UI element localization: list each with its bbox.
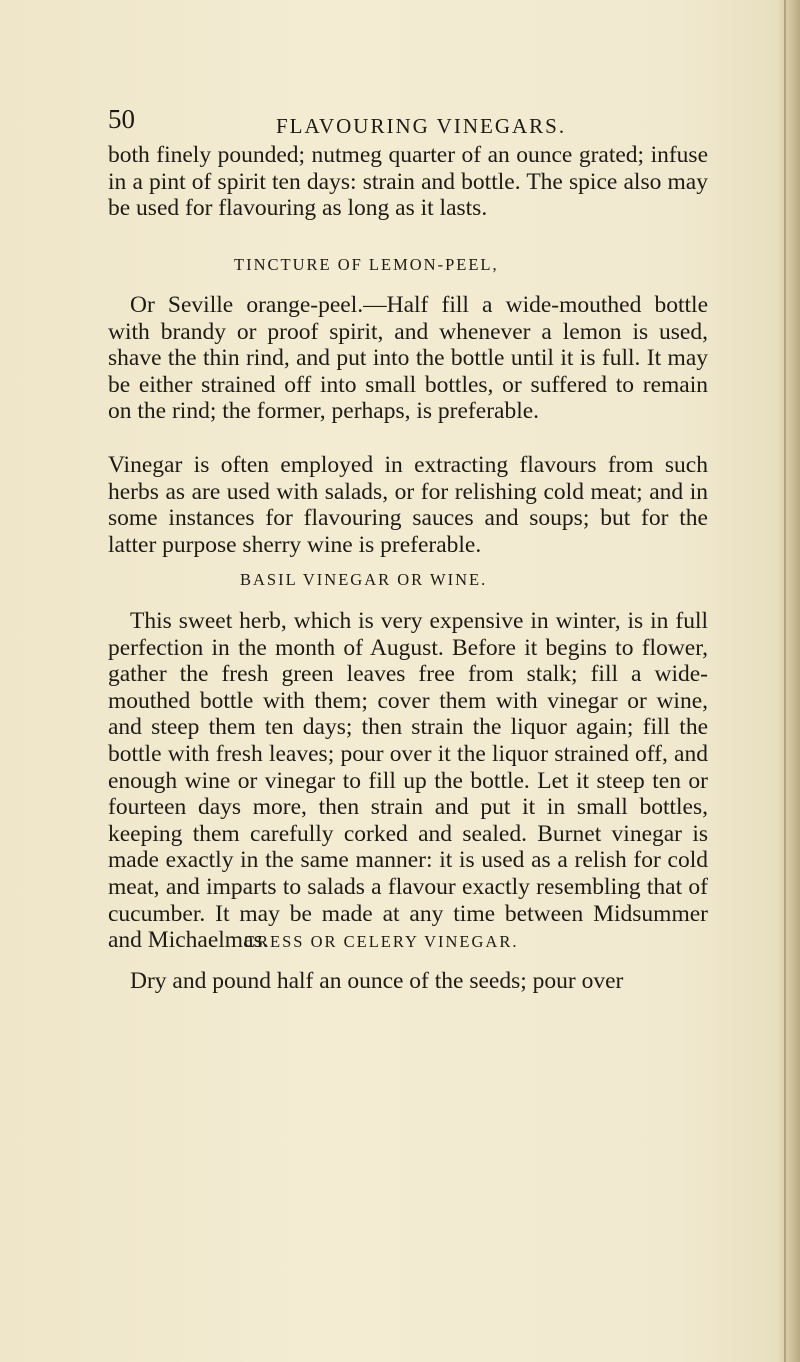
heading-cress-vinegar: CRESS OR CELERY VINEGAR. [244,932,519,951]
paragraph-tincture: Or Seville orange-peel.—Half fill a wide-mouthed bottle with brandy or proof spirit, and whenever a lemon is used, shave the thin rind, and put into the bottle until it is full. It may be either strained off into small bottles, or suffered to remain on the rind; the former, perhaps, is preferable. [108,292,708,425]
paragraph-vinegar: Vinegar is often employed in extracting flavours from such herbs as are used with salads, or for relishing cold meat; and in some instances for flavouring sauces and soups; but for the latter purpose sherry wine is preferable. [108,452,708,558]
page-number: 50 [108,104,135,134]
paragraph-cress: Dry and pound half an ounce of the seeds; pour over [130,968,624,994]
page-edge [778,0,800,1362]
paragraph-intro: both finely pounded; nutmeg quarter of an ounce grated; infuse in a pint of spirit ten days: strain and bottle. The spice also may be used for flavouring as long as it lasts. [108,142,708,222]
paragraph-basil: This sweet herb, which is very expensive in winter, is in full perfection in the month of August. Before it begins to flower, gather the fresh green leaves free from stalk; fill a wide-mouthed bottle with them; cover them with vinegar or wine, and steep them ten days; then strain the liquor again; fill the bottle with fresh leaves; pour over it the liquor strained off, and enough wine or vinegar to fill up the bottle. Let it steep ten or fourteen days more, then strain and put it in small bottles, keeping them carefully corked and sealed. Burnet vinegar is made exactly in the same manner: it is used as a relish for cold meat, and imparts to salads a flavour exactly resembling that of cucumber. It may be made at any time between Midsummer and Michaelmas. [108,608,708,954]
heading-tincture-of-lemon-peel: TINCTURE OF LEMON-PEEL, [234,255,499,274]
running-head: FLAVOURING VINEGARS. [276,114,567,138]
page-edge-line [784,0,786,1362]
heading-basil-vinegar: BASIL VINEGAR OR WINE. [240,570,488,589]
